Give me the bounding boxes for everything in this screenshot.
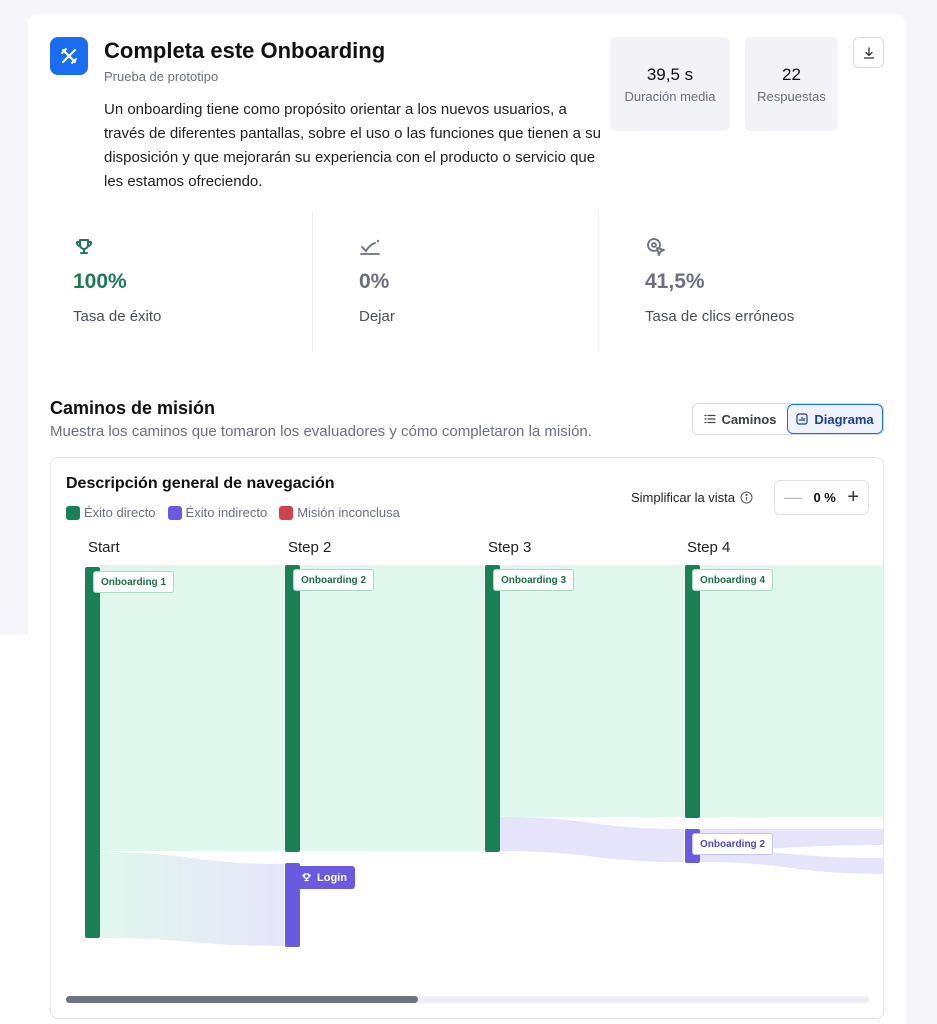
node-label-onboarding-3: Onboarding 3 xyxy=(493,569,574,591)
legend-label: Éxito indirecto xyxy=(185,505,268,520)
node-bar-onboarding-1[interactable] xyxy=(85,567,100,938)
flow-step3-to-step4 xyxy=(500,565,684,817)
flow-step4-onward xyxy=(700,565,884,817)
metric-divider xyxy=(598,212,599,352)
task-description: Un onboarding tiene como propósito orientar a los nuevos usuarios, a través de diferentes pantallas, sobre el uso o las funciones que tienen a su disposición y que mejorarán su experiencia con el producto o servicio que les estamos ofreciendo. xyxy=(104,101,601,190)
legend-item-unfinished xyxy=(279,505,400,520)
success-rate-metric xyxy=(73,212,303,352)
step-label-start: Start xyxy=(88,539,120,556)
paths-view-label: Caminos xyxy=(721,411,777,427)
task-type: Prueba de prototipo xyxy=(104,69,219,84)
decrease-button[interactable]: — xyxy=(784,487,802,507)
flow-step3-to-onboarding2 xyxy=(500,817,684,862)
navigation-overview-card xyxy=(50,457,884,1019)
prototype-icon xyxy=(50,37,88,75)
simplify-view-text: Simplificar la vista xyxy=(631,490,736,505)
misclick-value: 41,5% xyxy=(645,270,705,293)
give-up-icon xyxy=(359,236,381,258)
section-subtitle: Muestra los caminos que tomaron los evaluadores y cómo completaron la misión. xyxy=(50,423,592,440)
info-icon[interactable] xyxy=(740,491,753,504)
simplify-stepper xyxy=(774,480,869,515)
success-rate-label: Tasa de éxito xyxy=(73,308,162,325)
responses-stat xyxy=(745,37,838,131)
node-bar-onboarding-4[interactable] xyxy=(685,565,700,818)
download-button[interactable] xyxy=(853,37,884,68)
horizontal-scrollbar[interactable] xyxy=(66,996,869,1003)
chart-icon xyxy=(796,413,808,425)
responses-label: Respuestas xyxy=(757,89,826,104)
diagram-view-button[interactable] xyxy=(787,404,883,434)
node-label-onboarding-2-step4: Onboarding 2 xyxy=(692,833,773,855)
misclick-icon xyxy=(645,236,667,258)
legend-label: Éxito directo xyxy=(84,505,156,520)
paths-view-button[interactable] xyxy=(693,404,787,434)
legend-swatch xyxy=(279,506,293,520)
legend-item-direct-success xyxy=(66,505,156,520)
give-up-metric xyxy=(359,212,589,352)
misclick-label: Tasa de clics erróneos xyxy=(645,308,795,325)
success-rate-value: 100% xyxy=(73,270,127,293)
view-toggle xyxy=(692,403,884,435)
node-bar-onboarding-2[interactable] xyxy=(285,565,300,852)
login-label-text: Login xyxy=(317,871,347,884)
simplify-value: 0 % xyxy=(813,490,836,505)
step-label-2: Step 2 xyxy=(288,539,332,556)
trophy-icon xyxy=(73,236,95,258)
average-duration-value: 39,5 s xyxy=(646,65,694,84)
flow-step2-to-step3 xyxy=(300,565,484,851)
section-title: Caminos de misión xyxy=(50,398,216,418)
download-icon xyxy=(863,47,875,59)
simplify-view-label xyxy=(631,490,753,505)
node-label-onboarding-4: Onboarding 4 xyxy=(692,569,773,591)
list-icon xyxy=(704,413,716,425)
node-label-login xyxy=(293,866,355,889)
legend-swatch xyxy=(66,506,80,520)
step-label-4: Step 4 xyxy=(687,539,731,556)
diagram-view-label: Diagrama xyxy=(814,411,874,427)
chart-legend xyxy=(66,505,400,520)
average-duration-label: Duración media xyxy=(624,89,716,104)
node-label-onboarding-1: Onboarding 1 xyxy=(93,571,174,593)
legend-swatch xyxy=(168,506,182,520)
node-label-onboarding-2: Onboarding 2 xyxy=(293,569,374,591)
trophy-icon xyxy=(301,872,312,883)
flow-start-to-step2 xyxy=(100,565,284,851)
metric-divider xyxy=(312,212,313,352)
average-duration-stat xyxy=(610,37,730,131)
misclick-metric xyxy=(645,212,875,352)
page-right-gutter xyxy=(906,0,937,1024)
step-label-3: Step 3 xyxy=(488,539,532,556)
chart-title: Descripción general de navegación xyxy=(66,475,335,492)
responses-value: 22 xyxy=(782,65,801,84)
flow-start-to-login xyxy=(100,852,284,946)
task-title: Completa este Onboarding xyxy=(104,38,386,63)
legend-item-indirect-success xyxy=(168,505,268,520)
scrollbar-thumb[interactable] xyxy=(66,996,418,1003)
increase-button[interactable]: + xyxy=(847,486,859,508)
navigation-sankey-diagram xyxy=(51,558,884,978)
legend-label: Misión inconclusa xyxy=(297,505,400,520)
give-up-value: 0% xyxy=(359,270,390,293)
node-bar-onboarding-3[interactable] xyxy=(485,565,500,852)
give-up-label: Dejar xyxy=(359,308,395,325)
